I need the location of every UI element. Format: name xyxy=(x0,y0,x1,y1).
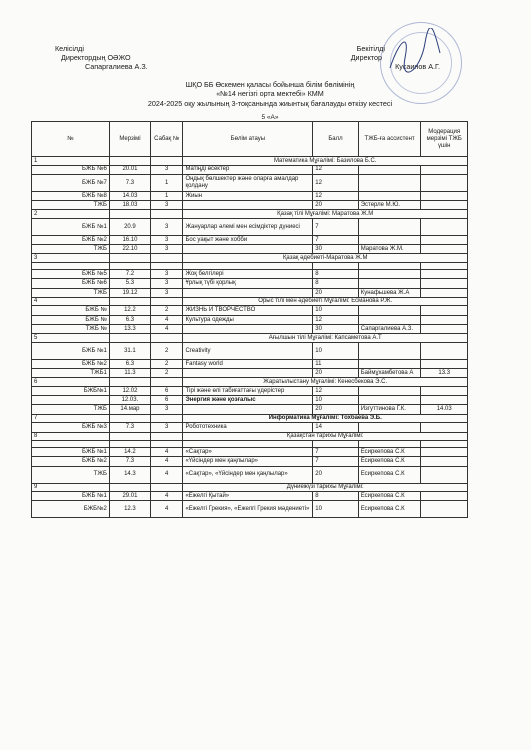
topic-cell: ЖИЗНЬ И ТВОРЧЕСТВО xyxy=(183,306,313,315)
score-cell: 7 xyxy=(313,448,358,457)
assistant-cell xyxy=(358,396,421,405)
lesson-cell: 3 xyxy=(151,279,183,288)
section-empty-cell xyxy=(109,414,150,423)
date-cell: 6.3 xyxy=(109,315,150,324)
moderation-date-cell xyxy=(421,218,468,235)
moderation-date-cell xyxy=(421,191,468,200)
lesson-cell: 3 xyxy=(151,269,183,278)
topic-cell: Бос уақыт және хобби xyxy=(183,235,313,244)
moderation-date-cell xyxy=(421,315,468,324)
date-cell: 18.03 xyxy=(109,201,150,210)
assessment-type-cell: БЖБ №6 xyxy=(32,165,110,174)
lesson-cell: 2 xyxy=(151,342,183,359)
assessment-type-cell: БЖБ №1 xyxy=(32,492,110,501)
spacer-row xyxy=(32,262,468,269)
topic-cell: «Сақтар», «Үйсіндер мен қаңлылар» xyxy=(183,466,313,483)
score-cell: 20 xyxy=(313,405,358,414)
assistant-cell xyxy=(358,269,421,278)
assistant-cell xyxy=(358,342,421,359)
topic-cell: «Ежелгі Грекия», «Ежелгі Грекия мәдениеті» xyxy=(183,501,313,518)
moderation-date-cell xyxy=(421,342,468,359)
topic-cell: Fantasy world xyxy=(183,359,313,368)
date-cell: 5.3 xyxy=(109,279,150,288)
assessment-type-cell: ТЖБ1 xyxy=(32,369,110,378)
assistant-cell xyxy=(358,306,421,315)
section-title: Жаратылыстану Мұғалімі: Кенесбекова Э.С. xyxy=(183,378,468,387)
table-row xyxy=(32,174,468,191)
moderation-date-cell xyxy=(421,201,468,210)
section-header-row xyxy=(32,414,468,423)
assistant-cell xyxy=(358,235,421,244)
topic-cell: «Үйсіндер мен қаңлылар» xyxy=(183,457,313,466)
moderation-date-cell xyxy=(421,174,468,191)
lesson-cell: 2 xyxy=(151,369,183,378)
topic-cell: Матіңді өсектер xyxy=(183,165,313,174)
lesson-cell: 2 xyxy=(151,306,183,315)
col-header-topic: Бөлім атауы xyxy=(183,122,313,157)
assessment-type-cell: БЖБ №5 xyxy=(32,269,110,278)
assistant-cell xyxy=(358,359,421,368)
section-empty-cell xyxy=(151,297,183,306)
section-header-row xyxy=(32,297,468,306)
assessment-type-cell: БЖБ № xyxy=(32,306,110,315)
section-header-row xyxy=(32,378,468,387)
date-cell: 14.мар xyxy=(109,405,150,414)
section-header-row xyxy=(32,254,468,263)
section-empty-cell xyxy=(151,414,183,423)
section-title: Математика Мұғалімі: Базилова Б.С. xyxy=(183,157,468,166)
assessment-type-cell: БЖБ №3 xyxy=(32,423,110,432)
section-title: Информатика Мұғалімі: Тохбаева Э.Б. xyxy=(183,414,468,423)
topic-cell xyxy=(183,324,313,333)
empty-cell xyxy=(109,262,150,269)
section-empty-cell xyxy=(109,432,150,441)
section-number: 1 xyxy=(32,157,110,166)
section-header-row xyxy=(32,334,468,343)
assistant-cell xyxy=(358,279,421,288)
lesson-cell: 1 xyxy=(151,174,183,191)
section-empty-cell xyxy=(109,334,150,343)
table-row xyxy=(32,359,468,368)
topic-cell: Жануарлар әлемі мен есімдіктер дүниесі xyxy=(183,218,313,235)
score-cell: 8 xyxy=(313,492,358,501)
table-row xyxy=(32,386,468,395)
moderation-date-cell xyxy=(421,235,468,244)
lesson-cell: 6 xyxy=(151,386,183,395)
table-row xyxy=(32,191,468,200)
table-row xyxy=(32,457,468,466)
assistant-cell: Есиркепова С.К xyxy=(358,448,421,457)
class-label: 5 «А» xyxy=(261,114,279,121)
score-cell: 7 xyxy=(313,457,358,466)
section-header-row xyxy=(32,157,468,166)
section-empty-cell xyxy=(109,157,150,166)
assistant-cell xyxy=(358,423,421,432)
score-cell: 12 xyxy=(313,315,358,324)
date-cell: 11.3 xyxy=(109,369,150,378)
approval-right-title: Бекітілді xyxy=(356,44,385,53)
date-cell: 6.3 xyxy=(109,359,150,368)
lesson-cell: 6 xyxy=(151,396,183,405)
topic-cell: Оңдық бөлшектер және оларға амалдар қолдану xyxy=(183,174,313,191)
date-cell: 13.3 xyxy=(109,324,150,333)
table-row xyxy=(32,492,468,501)
section-empty-cell xyxy=(151,254,183,263)
date-cell: 12.2 xyxy=(109,306,150,315)
topic-cell: Ұрлық түбі қорлық xyxy=(183,279,313,288)
assistant-cell xyxy=(358,165,421,174)
topic-cell: Жоқ белгілері xyxy=(183,269,313,278)
lesson-cell: 3 xyxy=(151,245,183,254)
table-row xyxy=(32,306,468,315)
lesson-cell: 4 xyxy=(151,501,183,518)
section-header-row xyxy=(32,210,468,219)
section-empty-cell xyxy=(109,378,150,387)
topic-cell: Тірі және өлі табиғаттағы үдерістер xyxy=(183,386,313,395)
section-title: Қазақстан тарихы Мұғалімі: xyxy=(183,432,468,441)
assessment-schedule-table xyxy=(31,121,468,518)
col-header-score: Балл xyxy=(313,122,358,157)
date-cell: 7.3 xyxy=(109,423,150,432)
date-cell: 7.2 xyxy=(109,269,150,278)
date-cell: 14.2 xyxy=(109,448,150,457)
lesson-cell: 3 xyxy=(151,218,183,235)
topic-cell xyxy=(183,405,313,414)
approval-right-position: Директор xyxy=(350,53,382,63)
assessment-type-cell: БЖБ №2 xyxy=(32,235,110,244)
section-empty-cell xyxy=(109,483,150,492)
date-cell: 12.03. xyxy=(109,396,150,405)
date-cell: 20.01 xyxy=(109,165,150,174)
section-empty-cell xyxy=(151,432,183,441)
date-cell: 12.02 xyxy=(109,386,150,395)
score-cell: 10 xyxy=(313,396,358,405)
empty-cell xyxy=(421,262,468,269)
approval-right-name: Кусаинов А.Г. xyxy=(395,62,440,72)
empty-cell xyxy=(109,441,150,448)
approval-left-title: Келісілді xyxy=(55,44,84,53)
moderation-date-cell xyxy=(421,324,468,333)
topic-cell: Энергия және қозғалыс xyxy=(183,396,313,405)
moderation-date-cell xyxy=(421,501,468,518)
topic-cell xyxy=(183,288,313,297)
empty-cell xyxy=(32,441,110,448)
empty-cell xyxy=(32,262,110,269)
moderation-date-cell xyxy=(421,457,468,466)
topic-cell: «Сақтар» xyxy=(183,448,313,457)
col-header-date: Мерзімі xyxy=(109,122,150,157)
assistant-cell xyxy=(358,315,421,324)
lesson-cell: 4 xyxy=(151,315,183,324)
table-row xyxy=(32,279,468,288)
assessment-type-cell: ТЖБ xyxy=(32,201,110,210)
score-cell: 30 xyxy=(313,245,358,254)
empty-cell xyxy=(151,441,183,448)
empty-cell xyxy=(151,262,183,269)
table-row xyxy=(32,369,468,378)
section-number: 5 xyxy=(32,334,110,343)
score-cell: 14 xyxy=(313,423,358,432)
section-number: 8 xyxy=(32,432,110,441)
section-title: Қазақ тілі Мұғалімі: Маратова Ж.М xyxy=(183,210,468,219)
lesson-cell: 3 xyxy=(151,201,183,210)
assistant-cell xyxy=(358,191,421,200)
title-line-3: 2024-2025 оқу жылының 3-тоқсанында жиынтық бағалауды өткізу кестесі xyxy=(147,98,393,108)
moderation-date-cell: 13.3 xyxy=(421,369,468,378)
table-row xyxy=(32,501,468,518)
score-cell: 12 xyxy=(313,165,358,174)
table-row xyxy=(32,466,468,483)
date-cell: 7.3 xyxy=(109,457,150,466)
assessment-type-cell: ТЖБ xyxy=(32,466,110,483)
empty-cell xyxy=(183,441,313,448)
lesson-cell: 3 xyxy=(151,288,183,297)
section-empty-cell xyxy=(151,157,183,166)
table-row xyxy=(32,201,468,210)
score-cell: 12 xyxy=(313,386,358,395)
section-number: 9 xyxy=(32,483,110,492)
moderation-date-cell xyxy=(421,396,468,405)
score-cell: 12 xyxy=(313,191,358,200)
moderation-date-cell xyxy=(421,359,468,368)
score-cell: 20 xyxy=(313,369,358,378)
lesson-cell: 4 xyxy=(151,448,183,457)
moderation-date-cell xyxy=(421,448,468,457)
lesson-cell: 3 xyxy=(151,423,183,432)
section-title: Ағылшын тілі Мұғалімі: Капсаметова А.Т xyxy=(183,334,468,343)
topic-cell: Creativity xyxy=(183,342,313,359)
date-cell: 7.3 xyxy=(109,174,150,191)
moderation-date-cell xyxy=(421,466,468,483)
approval-left-name: Сапаргалиева А.З. xyxy=(85,62,148,72)
empty-cell xyxy=(358,441,421,448)
table-body xyxy=(32,157,468,518)
table-row xyxy=(32,165,468,174)
assessment-type-cell: БЖБ №1 xyxy=(32,342,110,359)
score-cell: 10 xyxy=(313,501,358,518)
table-row xyxy=(32,269,468,278)
moderation-date-cell xyxy=(421,245,468,254)
section-header-row xyxy=(32,432,468,441)
col-header-lesson: Сабақ № xyxy=(151,122,183,157)
assistant-cell: Эстерле М.Ю. xyxy=(358,201,421,210)
topic-cell xyxy=(183,369,313,378)
date-cell: 22.10 xyxy=(109,245,150,254)
lesson-cell: 4 xyxy=(151,492,183,501)
lesson-cell: 4 xyxy=(151,466,183,483)
assistant-cell xyxy=(358,218,421,235)
lesson-cell: 4 xyxy=(151,457,183,466)
director-signature xyxy=(385,28,445,78)
table-row xyxy=(32,342,468,359)
section-title: Қазақ әдебиеті-Маратова Ж.М xyxy=(183,254,468,263)
section-empty-cell xyxy=(151,483,183,492)
score-cell: 20 xyxy=(313,201,358,210)
moderation-date-cell xyxy=(421,288,468,297)
assistant-cell: Есиркепова С.К xyxy=(358,466,421,483)
table-row xyxy=(32,396,468,405)
assessment-type-cell: БЖБ №8 xyxy=(32,191,110,200)
table-row xyxy=(32,218,468,235)
lesson-cell: 3 xyxy=(151,405,183,414)
assistant-cell: Изгуттинова Г.К. xyxy=(358,405,421,414)
score-cell: 7 xyxy=(313,218,358,235)
score-cell: 30 xyxy=(313,324,358,333)
table-row xyxy=(32,235,468,244)
section-empty-cell xyxy=(109,210,150,219)
col-header-moderation: Модерация мерзімі ТЖБ үшін xyxy=(421,122,468,157)
moderation-date-cell xyxy=(421,423,468,432)
lesson-cell: 1 xyxy=(151,191,183,200)
empty-cell xyxy=(421,441,468,448)
date-cell: 14.03 xyxy=(109,191,150,200)
topic-cell: Жиын xyxy=(183,191,313,200)
assessment-type-cell: БЖБ № xyxy=(32,315,110,324)
title-line-1: ШҚО ББ Өскемен қаласы бойынша білім бөлімінің xyxy=(185,80,355,89)
score-cell: 8 xyxy=(313,269,358,278)
section-header-row xyxy=(32,483,468,492)
assistant-cell: Есиркепова С.К xyxy=(358,501,421,518)
table-row xyxy=(32,448,468,457)
assistant-cell: Маратова Ж.М. xyxy=(358,245,421,254)
moderation-date-cell: 14.03 xyxy=(421,405,468,414)
lesson-cell: 3 xyxy=(151,235,183,244)
score-cell: 7 xyxy=(313,235,358,244)
date-cell: 19.12 xyxy=(109,288,150,297)
assessment-type-cell: ТЖБ № xyxy=(32,324,110,333)
date-cell: 31.1 xyxy=(109,342,150,359)
score-cell: 8 xyxy=(313,279,358,288)
assessment-type-cell: БЖБ №2 xyxy=(32,457,110,466)
assistant-cell: Есиркепова С.К xyxy=(358,492,421,501)
assessment-type-cell xyxy=(32,396,110,405)
empty-cell xyxy=(183,262,313,269)
assistant-cell: Баймұхамбетова А xyxy=(358,369,421,378)
table-row xyxy=(32,324,468,333)
date-cell: 20.9 xyxy=(109,218,150,235)
section-number: 3 xyxy=(32,254,110,263)
section-title: Орыс тілі мен әдебиеті Мұғалімі: Есманова Р.Ж. xyxy=(183,297,468,306)
section-title: Дүниежүзі тарихы Мұғалімі: xyxy=(183,483,468,492)
topic-cell: «Ежелгі Қытай» xyxy=(183,492,313,501)
assistant-cell xyxy=(358,386,421,395)
table-row xyxy=(32,405,468,414)
moderation-date-cell xyxy=(421,269,468,278)
score-cell: 10 xyxy=(313,306,358,315)
moderation-date-cell xyxy=(421,165,468,174)
assistant-cell: Есиркепова С.К xyxy=(358,457,421,466)
document-title xyxy=(60,80,480,108)
section-number: 6 xyxy=(32,378,110,387)
moderation-date-cell xyxy=(421,386,468,395)
section-number: 4 xyxy=(32,297,110,306)
approval-left xyxy=(55,44,148,72)
date-cell: 12.3 xyxy=(109,501,150,518)
col-header-number: № xyxy=(32,122,110,157)
score-cell: 20 xyxy=(313,466,358,483)
section-empty-cell xyxy=(151,210,183,219)
table-row xyxy=(32,245,468,254)
empty-cell xyxy=(313,441,358,448)
lesson-cell: 3 xyxy=(151,165,183,174)
assessment-type-cell: ТЖБ xyxy=(32,245,110,254)
lesson-cell: 4 xyxy=(151,324,183,333)
approval-left-position: Директордың ОӘЖО xyxy=(61,53,131,63)
assistant-cell: Кунафьшева Ж.А xyxy=(358,288,421,297)
table-row xyxy=(32,423,468,432)
assessment-type-cell: БЖБ №7 xyxy=(32,174,110,191)
section-empty-cell xyxy=(109,297,150,306)
section-number: 2 xyxy=(32,210,110,219)
col-header-assistant: ТЖБ-ға ассистент xyxy=(358,122,421,157)
assessment-type-cell: БЖБ №1 xyxy=(32,448,110,457)
assessment-type-cell: ТЖБ xyxy=(32,405,110,414)
title-line-2: «№14 негізгі орта мектебі» КММ xyxy=(216,89,324,99)
topic-cell xyxy=(183,201,313,210)
moderation-date-cell xyxy=(421,279,468,288)
section-empty-cell xyxy=(151,334,183,343)
topic-cell: Культура одежды xyxy=(183,315,313,324)
score-cell: 20 xyxy=(313,288,358,297)
date-cell: 14.3 xyxy=(109,466,150,483)
moderation-date-cell xyxy=(421,306,468,315)
lesson-cell: 2 xyxy=(151,359,183,368)
assessment-type-cell: БЖБ №2 xyxy=(32,359,110,368)
date-cell: 29.01 xyxy=(109,492,150,501)
score-cell: 11 xyxy=(313,359,358,368)
assessment-type-cell: ТЖБ xyxy=(32,288,110,297)
assistant-cell xyxy=(358,174,421,191)
table-row xyxy=(32,315,468,324)
moderation-date-cell xyxy=(421,492,468,501)
section-number: 7 xyxy=(32,414,110,423)
topic-cell: Робототехника xyxy=(183,423,313,432)
section-empty-cell xyxy=(109,254,150,263)
assessment-type-cell: БЖБ №1 xyxy=(32,218,110,235)
assessment-type-cell: БЖБ№1 xyxy=(32,386,110,395)
empty-cell xyxy=(313,262,358,269)
assessment-type-cell: БЖБ №6 xyxy=(32,279,110,288)
assistant-cell: Сапаргалиева А.З. xyxy=(358,324,421,333)
table-row xyxy=(32,288,468,297)
spacer-row xyxy=(32,441,468,448)
section-empty-cell xyxy=(151,378,183,387)
score-cell: 12 xyxy=(313,174,358,191)
assessment-type-cell: БЖБ№2 xyxy=(32,501,110,518)
empty-cell xyxy=(358,262,421,269)
topic-cell xyxy=(183,245,313,254)
score-cell: 10 xyxy=(313,342,358,359)
date-cell: 16.10 xyxy=(109,235,150,244)
table-header-row xyxy=(32,122,468,157)
